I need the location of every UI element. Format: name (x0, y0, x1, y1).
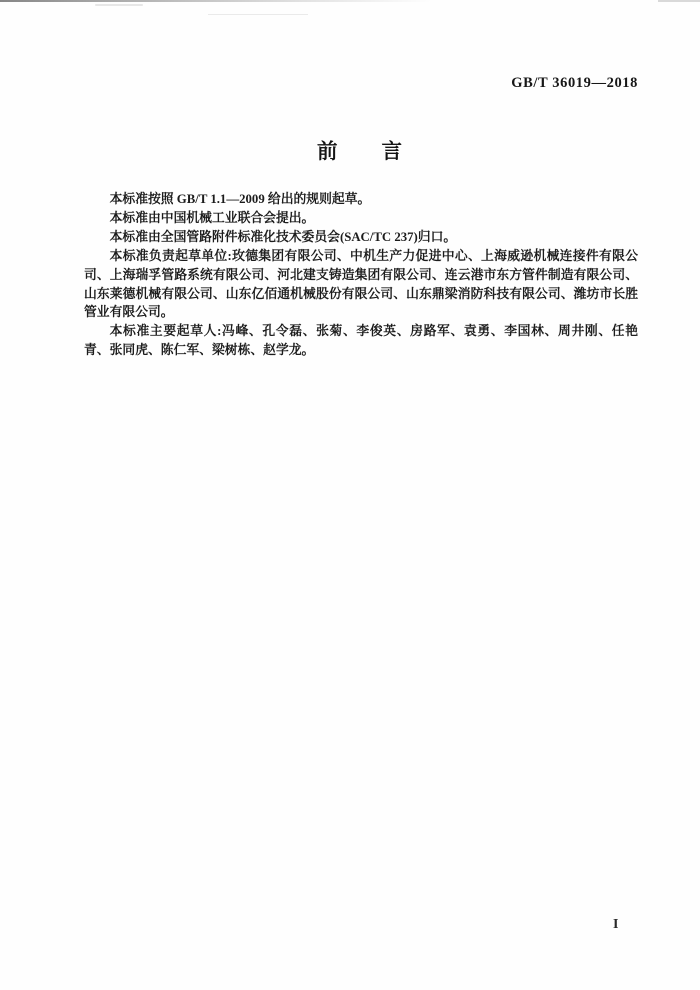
paragraph-main-drafters: 本标准主要起草人:冯峰、孔令磊、张菊、李俊英、房路军、袁勇、李国林、周井刚、任艳青、张同虎、陈仁军、梁树栋、赵学龙。 (84, 324, 638, 358)
page-number: I (613, 917, 619, 932)
scan-artifact-smudge (95, 4, 143, 6)
scan-artifact-smudge-2 (208, 14, 308, 15)
paragraph-under-jurisdiction: 本标准由全国管路附件标准化技术委员会(SAC/TC 237)归口。 (109, 229, 457, 244)
foreword-body (84, 190, 638, 360)
paragraph-drafting-organizations: 本标准负责起草单位:玫德集团有限公司、中机生产力促进中心、上海威逊机械连接件有限公司、上海瑞孚管路系统有限公司、河北建支铸造集团有限公司、连云港市东方管件制造有限公司、山东莱德机械有限公司、山东亿佰通机械股份有限公司、山东鼎梁消防科技有限公司、潍坊市长胜管业有限公司。 (84, 248, 638, 320)
paragraph-proposed-by: 本标准由中国机械工业联合会提出。 (109, 210, 315, 225)
standard-number-header: GB/T 36019—2018 (511, 75, 638, 91)
scan-artifact-top-edge (0, 0, 432, 2)
scan-artifact-top-right (658, 0, 700, 2)
foreword-title: 前 言 (317, 140, 403, 163)
paragraph-drafting-rules: 本标准按照 GB/T 1.1—2009 给出的规则起草。 (109, 192, 371, 206)
